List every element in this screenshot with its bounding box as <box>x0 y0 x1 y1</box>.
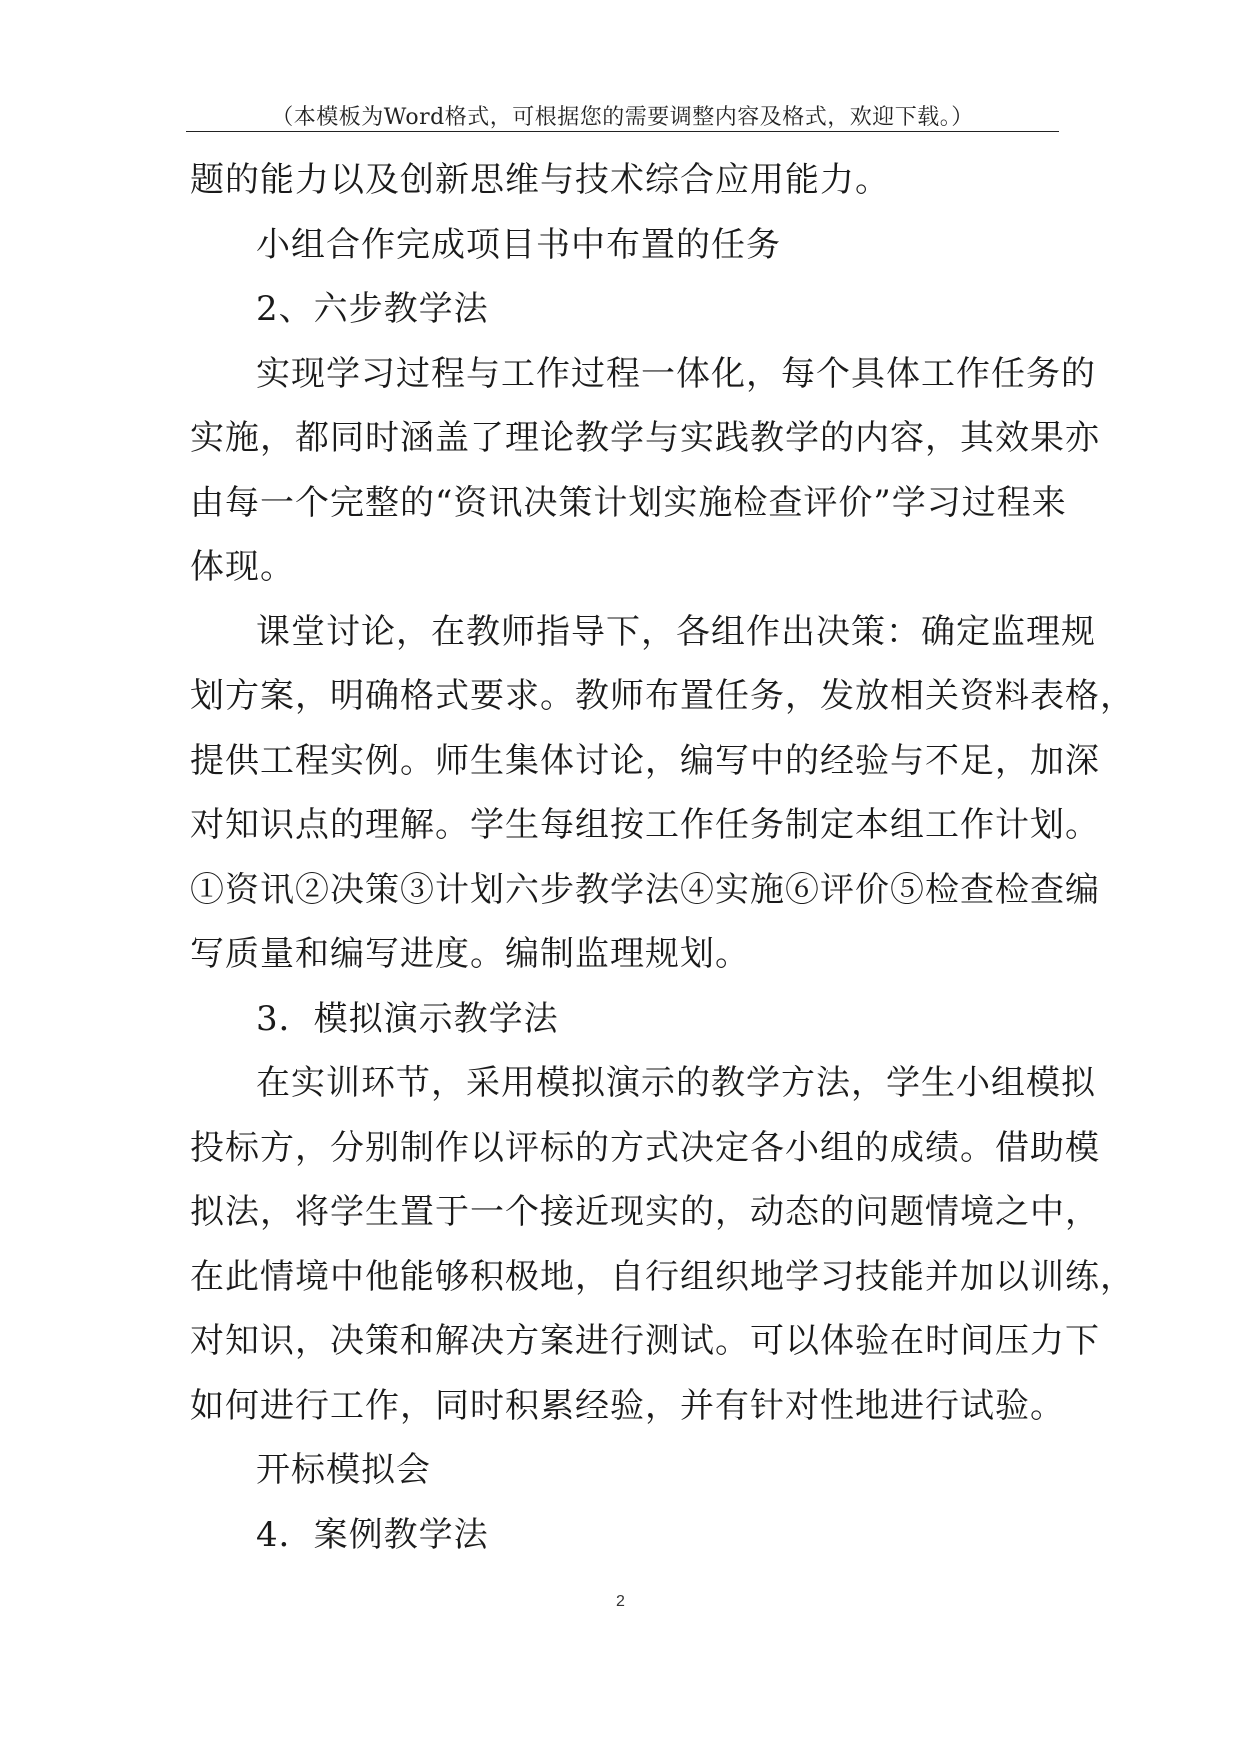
paragraph-line: 对知识，决策和解决方案进行测试。可以体验在时间压力下 <box>190 1321 1100 1361</box>
paragraph-line: 投标方，分别制作以评标的方式决定各小组的成绩。借助模 <box>190 1127 1100 1168</box>
paragraph-line: 如何进行工作，同时积累经验，并有针对性地进行试验。 <box>190 1385 1065 1426</box>
paragraph-line: 小组合作完成项目书中布置的任务 <box>256 224 781 265</box>
paragraph-line: 开标模拟会 <box>256 1450 431 1490</box>
paragraph-line: 3．模拟演示教学法 <box>256 998 559 1039</box>
paragraph-line: ①资讯②决策③计划六步教学法④实施⑥评价⑤检查检查编 <box>190 869 1100 910</box>
paragraph-line: 写质量和编写进度。编制监理规划。 <box>190 934 750 974</box>
paragraph-line: 2、六步教学法 <box>256 289 489 329</box>
paragraph-line: 实施，都同时涵盖了理论教学与实践教学的内容，其效果亦 <box>190 418 1100 458</box>
paragraph-line: 体现。 <box>190 547 295 587</box>
paragraph-line: 课堂讨论，在教师指导下，各组作出决策：确定监理规 <box>256 611 1096 652</box>
paragraph-line: 划方案，明确格式要求。教师布置任务，发放相关资料表格， <box>190 676 1135 716</box>
page-number: 2 <box>616 1593 625 1610</box>
paragraph-line: 4．案例教学法 <box>256 1514 489 1555</box>
paragraph-line: 对知识点的理解。学生每组按工作任务制定本组工作计划。 <box>190 805 1100 845</box>
paragraph-line: 提供工程实例。师生集体讨论，编写中的经验与不足，加深 <box>190 740 1100 781</box>
paragraph-line: 在实训环节，采用模拟演示的教学方法，学生小组模拟 <box>256 1063 1096 1103</box>
document-body <box>190 160 1135 1579</box>
paragraph-line: 拟法，将学生置于一个接近现实的，动态的问题情境之中， <box>190 1192 1100 1232</box>
header-divider <box>186 131 1059 132</box>
paragraph-line: 实现学习过程与工作过程一体化，每个具体工作任务的 <box>256 353 1096 394</box>
page-header-note: （本模板为Word格式，可根据您的需要调整内容及格式，欢迎下载。） <box>271 105 974 130</box>
paragraph-line: 题的能力以及创新思维与技术综合应用能力。 <box>190 160 890 200</box>
paragraph-line: 在此情境中他能够积极地，自行组织地学习技能并加以训练， <box>190 1256 1135 1297</box>
paragraph-line: 由每一个完整的“资讯决策计划实施检查评价”学习过程来 <box>190 482 1067 523</box>
